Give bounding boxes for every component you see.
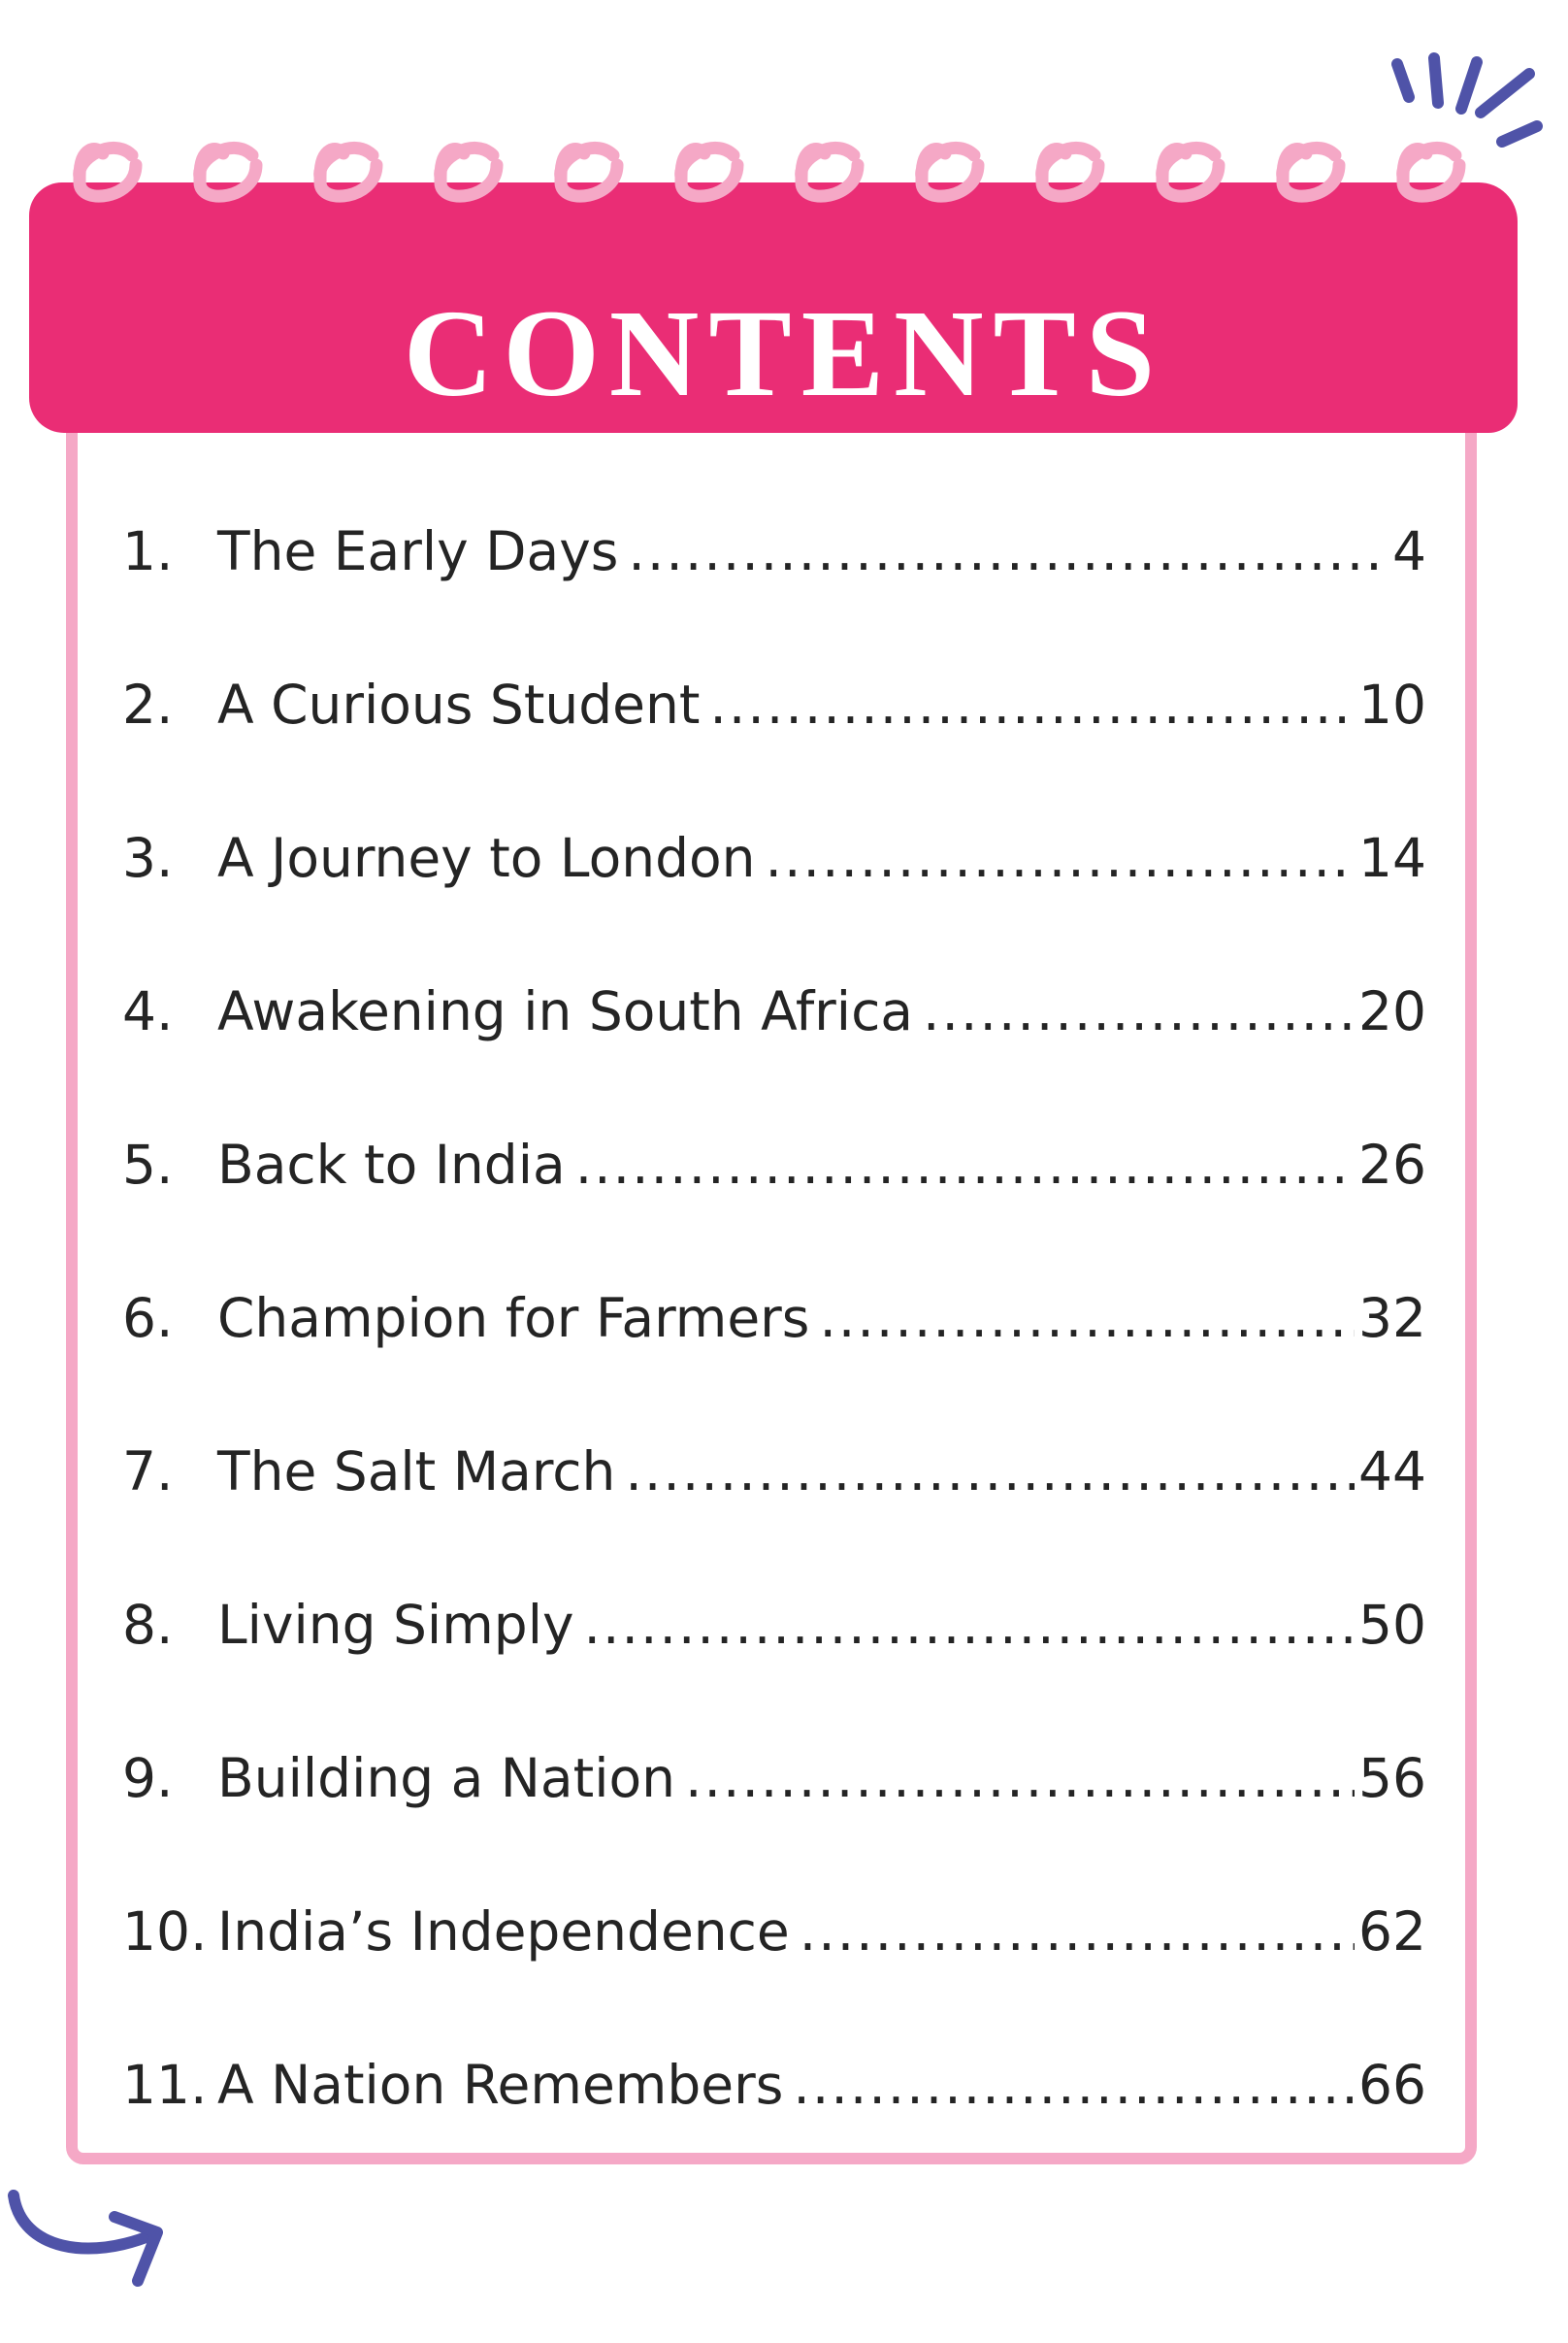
chapter-number: 7. bbox=[122, 1440, 174, 1502]
page-title: CONTENTS bbox=[403, 284, 1165, 422]
spiral-ring-icon bbox=[441, 148, 497, 196]
toc-entry bbox=[122, 1893, 1426, 2046]
spiral-ring-icon bbox=[1403, 148, 1459, 196]
chapter-title: A Nation Remembers bbox=[217, 2054, 784, 2116]
toc-entry bbox=[122, 512, 1426, 666]
dot-leader bbox=[800, 1893, 1355, 1970]
chapter-title: Back to India bbox=[217, 1134, 566, 1196]
dot-leader bbox=[628, 512, 1388, 590]
toc-entry bbox=[122, 1279, 1426, 1433]
page-number: 14 bbox=[1358, 827, 1426, 889]
chapter-number: 8. bbox=[122, 1594, 174, 1656]
spiral-ring-icon bbox=[1042, 148, 1098, 196]
toc-entry bbox=[122, 819, 1426, 973]
chapter-title: The Salt March bbox=[217, 1440, 616, 1502]
spiral-ring-icon bbox=[80, 148, 136, 196]
page-number: 32 bbox=[1358, 1287, 1426, 1349]
toc-entry bbox=[122, 666, 1426, 819]
page-number: 20 bbox=[1358, 980, 1426, 1042]
chapter-title: The Early Days bbox=[217, 520, 619, 582]
dot-leader bbox=[819, 1279, 1355, 1357]
chapter-number: 6. bbox=[122, 1287, 174, 1349]
toc-entry bbox=[122, 1126, 1426, 1279]
dot-leader bbox=[709, 666, 1355, 743]
toc-entry bbox=[122, 1586, 1426, 1739]
spiral-ring-icon bbox=[1162, 148, 1219, 196]
dot-leader bbox=[923, 973, 1355, 1050]
spiral-ring-icon bbox=[561, 148, 617, 196]
curved-arrow-icon bbox=[14, 2195, 157, 2281]
dot-leader bbox=[685, 1739, 1355, 1817]
chapter-number: 1. bbox=[122, 520, 174, 582]
chapter-title: Living Simply bbox=[217, 1594, 574, 1656]
chapter-number: 9. bbox=[122, 1747, 174, 1809]
dot-leader bbox=[575, 1126, 1355, 1204]
dot-leader bbox=[793, 2046, 1355, 2124]
table-of-contents bbox=[122, 512, 1426, 2199]
page-number: 44 bbox=[1358, 1440, 1426, 1502]
toc-entry bbox=[122, 1739, 1426, 1893]
toc-entry bbox=[122, 973, 1426, 1126]
spiral-ring-icon bbox=[922, 148, 978, 196]
spiral-ring-icon bbox=[681, 148, 737, 196]
chapter-number: 2. bbox=[122, 674, 174, 736]
chapter-title: Awakening in South Africa bbox=[217, 980, 914, 1042]
page-number: 50 bbox=[1358, 1594, 1426, 1656]
page-number: 66 bbox=[1358, 2054, 1426, 2116]
dot-leader bbox=[625, 1433, 1355, 1510]
chapter-number: 5. bbox=[122, 1134, 174, 1196]
page-number: 62 bbox=[1358, 1900, 1426, 1963]
page-number: 26 bbox=[1358, 1134, 1426, 1196]
dot-leader bbox=[584, 1586, 1355, 1664]
chapter-number: 10. bbox=[122, 1900, 208, 1963]
chapter-title: A Curious Student bbox=[217, 674, 701, 736]
spiral-ring-icon bbox=[801, 148, 858, 196]
chapter-title: Champion for Farmers bbox=[217, 1287, 810, 1349]
toc-entry bbox=[122, 1433, 1426, 1586]
chapter-title: India’s Independence bbox=[217, 1900, 790, 1963]
spiral-ring-icon bbox=[200, 148, 256, 196]
chapter-title: A Journey to London bbox=[217, 827, 756, 889]
spiral-ring-icon bbox=[1283, 148, 1339, 196]
page-number: 4 bbox=[1392, 520, 1426, 582]
page-number: 10 bbox=[1358, 674, 1426, 736]
page-number: 56 bbox=[1358, 1747, 1426, 1809]
chapter-title: Building a Nation bbox=[217, 1747, 675, 1809]
spiral-binding bbox=[0, 0, 1568, 291]
spiral-ring-icon bbox=[320, 148, 376, 196]
dot-leader bbox=[766, 819, 1355, 897]
toc-entry bbox=[122, 2046, 1426, 2199]
chapter-number: 3. bbox=[122, 827, 174, 889]
chapter-number: 4. bbox=[122, 980, 174, 1042]
chapter-number: 11. bbox=[122, 2054, 208, 2116]
